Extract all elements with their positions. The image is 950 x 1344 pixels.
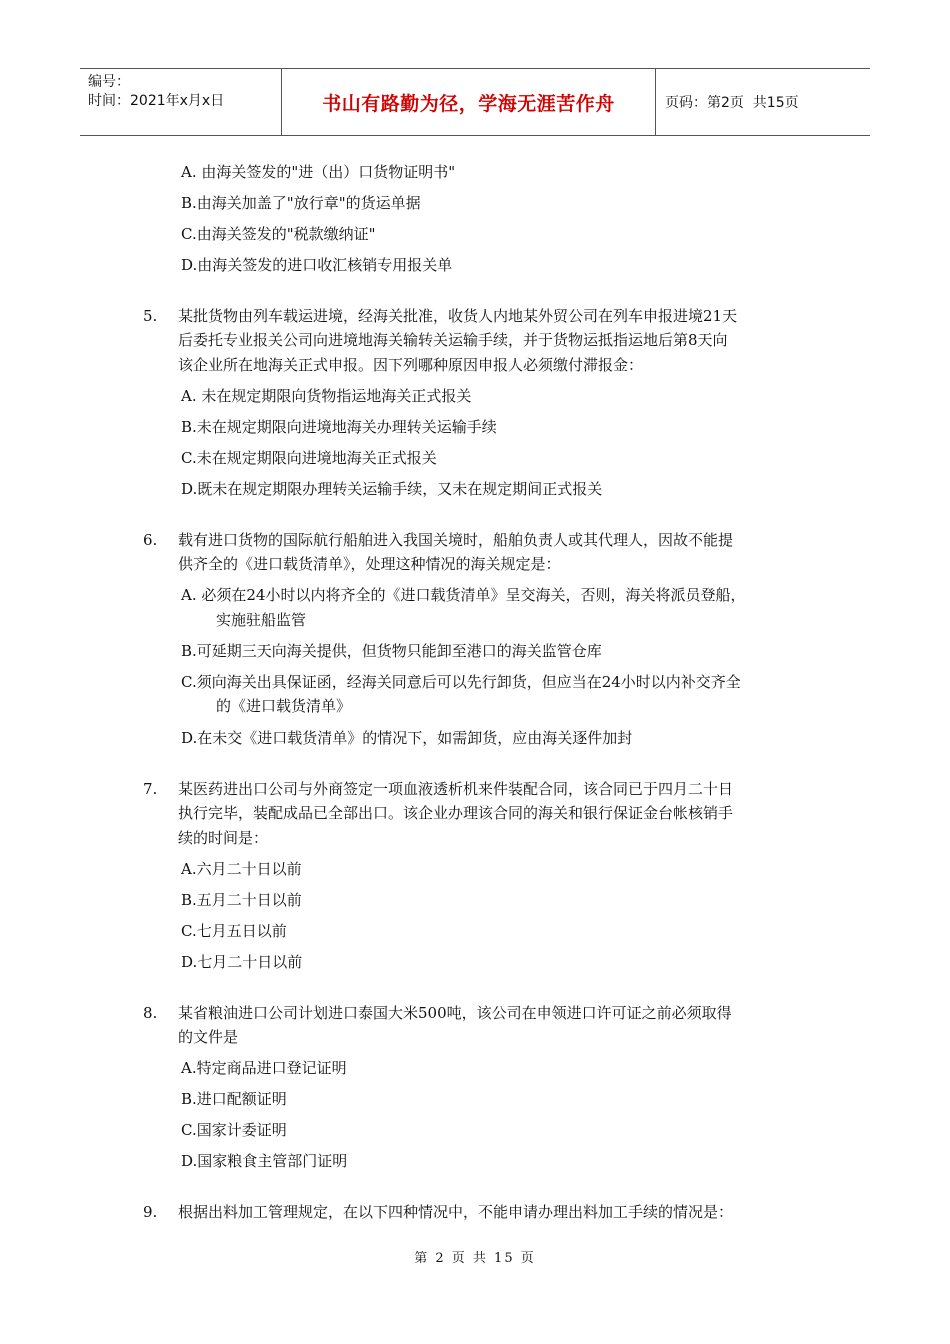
q6-number: 6. [143, 531, 158, 549]
q7-option-a: A.六月二十日以前 [181, 860, 302, 878]
motto-text: 书山有路勤为径，学海无涯苦作舟 [322, 92, 615, 115]
q6-option-a-cont: 实施驻船监管 [216, 611, 307, 629]
header-page-info [656, 69, 870, 135]
q7-text-line-2: 执行完毕，装配成品已全部出口。该企业办理该合同的海关和银行保证金台帐核销手 [178, 804, 734, 822]
q8-number: 8. [143, 1004, 158, 1022]
q8-text-line-2: 的文件是 [178, 1028, 239, 1046]
q6-option-c: C.须向海关出具保证函，经海关同意后可以先行卸货，但应当在24小时以内补交齐全 [181, 673, 741, 691]
q5-number: 5. [143, 307, 158, 325]
code-label: 编号： [88, 74, 130, 90]
time-label: 时间：2021年x月x日 [88, 93, 225, 109]
q8-option-c: C.国家计委证明 [181, 1121, 287, 1139]
q5-text-line-1: 某批货物由列车载运进境，经海关批准，收货人内地某外贸公司在列车申报进境21天 [178, 307, 738, 325]
header-motto [282, 69, 656, 135]
q7-number: 7. [143, 780, 158, 798]
q5-option-d: D.既未在规定期限办理转关运输手续，又未在规定期间正式报关 [181, 480, 603, 498]
page-footer: 第 2 页 共 15 页 [414, 1251, 536, 1266]
q8-option-b: B.进口配额证明 [181, 1090, 287, 1108]
q6-option-b: B.可延期三天向海关提供，但货物只能卸至港口的海关监管仓库 [181, 642, 602, 660]
header-meta [80, 69, 282, 135]
q4-option-a: A. 由海关签发的"进（出）口货物证明书" [181, 163, 456, 181]
q9-text-line-1: 根据出料加工管理规定，在以下四种情况中，不能申请办理出料加工手续的情况是： [178, 1203, 734, 1221]
q8-option-d: D.国家粮食主管部门证明 [181, 1152, 348, 1170]
q5-option-c: C.未在规定期限向进境地海关正式报关 [181, 449, 437, 467]
q7-option-c: C.七月五日以前 [181, 922, 287, 940]
q7-option-b: B.五月二十日以前 [181, 891, 302, 909]
q5-text-line-3: 该企业所在地海关正式申报。因下列哪种原因申报人必须缴付滞报金： [178, 356, 644, 374]
q6-option-a: A. 必须在24小时以内将齐全的《进口载货清单》呈交海关，否则，海关将派员登船， [181, 586, 746, 604]
q6-option-c-cont: 的《进口载货清单》 [216, 697, 352, 715]
q8-option-a: A.特定商品进口登记证明 [181, 1059, 347, 1077]
q7-text-line-1: 某医药进出口公司与外商签定一项血液透析机来件装配合同，该合同已于四月二十日 [178, 780, 734, 798]
q5-text-line-2: 后委托专业报关公司向进境地海关输转关运输手续，并于货物运抵指运地后第8天向 [178, 331, 728, 349]
page-info-text: 页码：第2页 共15页 [665, 95, 799, 111]
q6-text-line-1: 载有进口货物的国际航行船舶进入我国关境时，船舶负责人或其代理人，因故不能提 [178, 531, 734, 549]
q8-text-line-1: 某省粮油进口公司计划进口泰国大米500吨，该公司在申领进口许可证之前必须取得 [178, 1004, 732, 1022]
q4-option-d: D.由海关签发的进口收汇核销专用报关单 [181, 256, 453, 274]
q9-number: 9. [143, 1203, 158, 1221]
q6-option-d: D.在未交《进口载货清单》的情况下，如需卸货，应由海关逐件加封 [181, 729, 633, 747]
page-header [80, 68, 870, 136]
q6-text-line-2: 供齐全的《进口载货清单》，处理这种情况的海关规定是： [178, 555, 561, 573]
q5-option-a: A. 未在规定期限向货物指运地海关正式报关 [181, 387, 472, 405]
q4-option-b: B.由海关加盖了"放行章"的货运单据 [181, 194, 421, 212]
q5-option-b: B.未在规定期限向进境地海关办理转关运输手续 [181, 418, 497, 436]
q7-option-d: D.七月二十日以前 [181, 953, 303, 971]
q4-option-c: C.由海关签发的"税款缴纳证" [181, 225, 376, 243]
q7-text-line-3: 续的时间是： [178, 829, 269, 847]
